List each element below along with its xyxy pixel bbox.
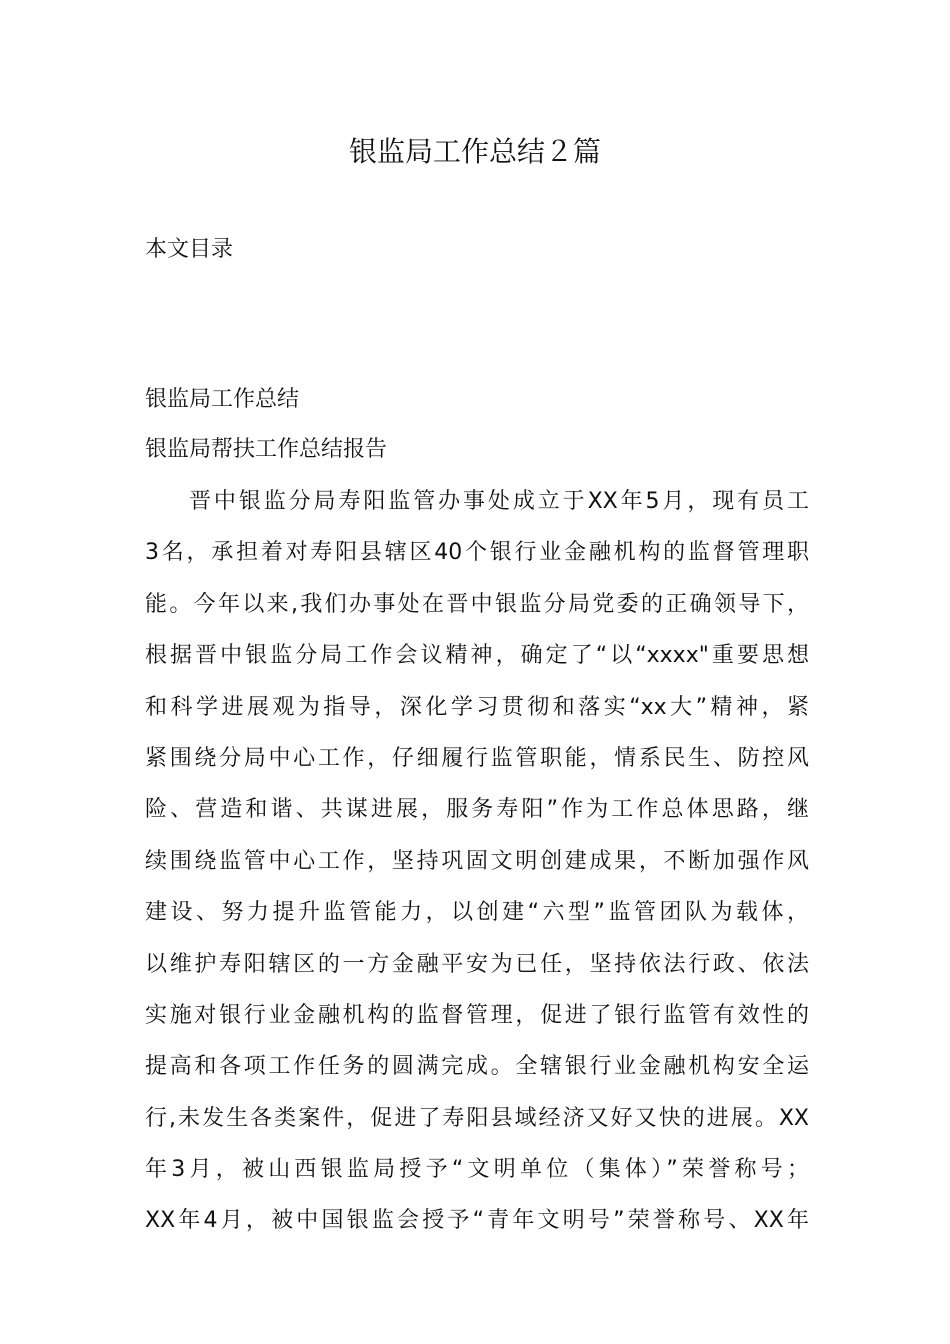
- document-title: 银监局工作总结２篇: [348, 135, 601, 168]
- paragraph-line: 和科学进展观为指导，深化学习贯彻和落实“xx大”精神，紧: [145, 694, 809, 720]
- paragraph-line: 3名，承担着对寿阳县辖区40个银行业金融机构的监督管理职: [145, 540, 809, 566]
- toc-heading: 本文目录: [145, 237, 234, 262]
- paragraph-line: 紧围绕分局中心工作，仔细履行监管职能，情系民生、防控风: [145, 745, 809, 771]
- paragraph-line: 提高和各项工作任务的圆满完成。全辖银行业金融机构安全运: [145, 1054, 809, 1080]
- paragraph-line: XX年4月，被中国银监会授予“青年文明号”荣誉称号、XX年: [145, 1208, 809, 1234]
- paragraph-line: 实施对银行业金融机构的监督管理，促进了银行监管有效性的: [145, 1002, 809, 1028]
- toc-list: [145, 381, 387, 481]
- paragraph-line: 能。今年以来,我们办事处在晋中银监分局党委的正确领导下，: [145, 591, 809, 617]
- paragraph-line: 以维护寿阳辖区的一方金融平安为已任，坚持依法行政、依法: [145, 951, 809, 977]
- paragraph-line: 续围绕监管中心工作，坚持巩固文明创建成果，不断加强作风: [145, 848, 809, 874]
- paragraph-line: 晋中银监分局寿阳监管办事处成立于XX年5月，现有员工: [189, 489, 809, 514]
- paragraph-line: 行,未发生各类案件，促进了寿阳县域经济又好又快的进展。XX: [145, 1105, 809, 1131]
- body-paragraph: [145, 476, 809, 1247]
- paragraph-line: 根据晋中银监分局工作会议精神，确定了“以“xxxx"重要思想: [145, 643, 809, 669]
- paragraph-line: 险、营造和谐、共谋进展，服务寿阳”作为工作总体思路，继: [145, 797, 809, 823]
- paragraph-line: 建设、努力提升监管能力，以创建“六型”监管团队为载体，: [145, 900, 809, 926]
- toc-item: 银监局工作总结: [145, 387, 300, 412]
- toc-item: 银监局帮扶工作总结报告: [145, 437, 388, 462]
- paragraph-line: 年3月，被山西银监局授予“文明单位（集体）”荣誉称号；: [145, 1157, 809, 1183]
